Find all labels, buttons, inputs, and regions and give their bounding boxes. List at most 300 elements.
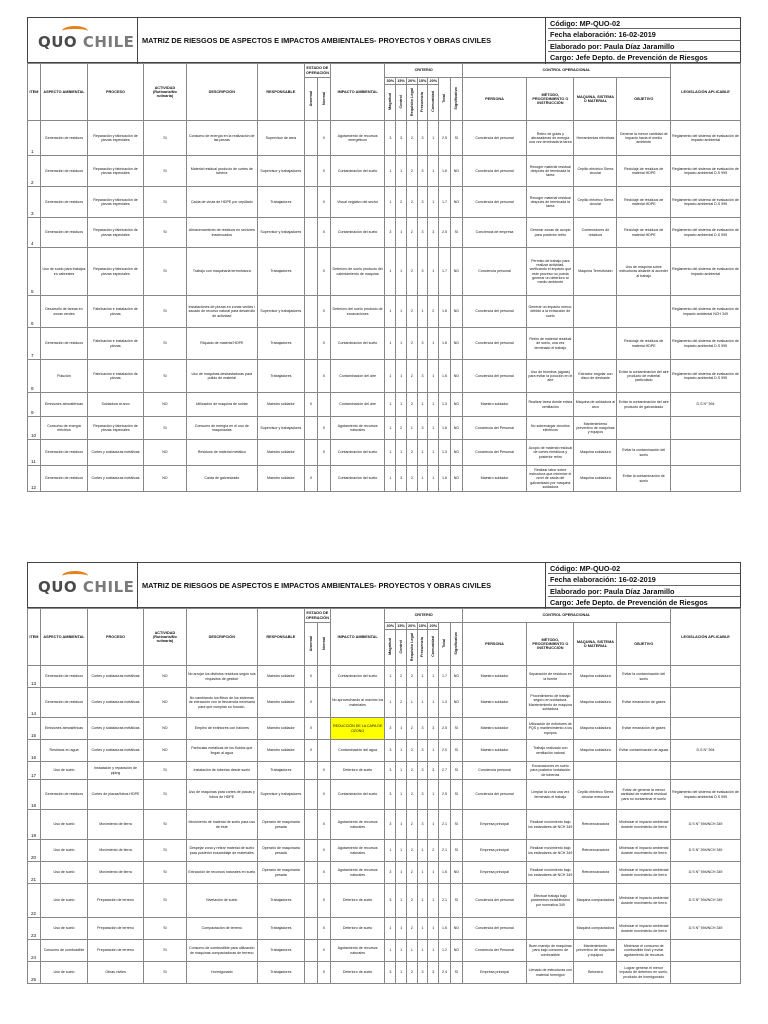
cell-desc: Almacenamiento de residuos en sectores inadecuados — [186, 218, 257, 248]
cell-act: SI — [143, 780, 186, 810]
weight-4: 20% — [429, 623, 438, 628]
cell-desc: Nivelación de suelo — [186, 884, 257, 918]
cell-sig: NO — [450, 918, 462, 940]
cell-m: 1 — [385, 440, 396, 466]
cell-anormal — [304, 962, 317, 984]
table-row — [28, 840, 741, 862]
cell-r: 2 — [406, 218, 417, 248]
cell-per: Conciencia del personal — [462, 121, 526, 156]
col-significativo-label: Significativo — [454, 632, 459, 655]
cell-asp: Generación de residuos — [40, 666, 87, 688]
cell-resp: Trabajadores — [257, 918, 304, 940]
col-maquina: MAQUINA, SISTEMA O MATERIAL — [574, 78, 617, 121]
cell-r: 2 — [406, 121, 417, 156]
company-logo — [28, 18, 138, 64]
cell-asp: Uso de suelo — [40, 840, 87, 862]
table-row — [28, 121, 741, 156]
cell-maq: Maquina soldadura — [574, 466, 617, 492]
table-row — [28, 296, 741, 328]
cell-asp: Uso de suelo para trabajos en cabrestes — [40, 248, 87, 296]
cell-resp: Supervisor y trabajadores — [257, 780, 304, 810]
cell-f: 1 — [417, 296, 428, 328]
cell-leg: Reglamento del sistema de evaluación de impacto ambiental NCH 349 — [671, 296, 741, 328]
cell-act: SI — [143, 218, 186, 248]
cell-obj: Lograr generar el menor impacto de deterioro en suelo, producto de hormigonado — [617, 962, 671, 984]
cell-resp: Trabajadores — [257, 940, 304, 962]
cell-sig: SI — [450, 840, 462, 862]
cell-resp: Maestro soldador — [257, 666, 304, 688]
cell-imp: Agotamiento de recursos naturales — [330, 940, 385, 962]
cell-proc: Cortes y soldaduras metálicas — [88, 666, 144, 688]
cell-normal: X — [317, 940, 330, 962]
cell-m: 1 — [385, 187, 396, 218]
cell-f: 1 — [417, 940, 428, 962]
cell-imp: Agotamiento de recursos naturales — [330, 417, 385, 440]
col-control-operacional: CONTROL OPERACIONAL — [462, 609, 670, 623]
col-maquina: MAQUINA, SISTEMA O MATERIAL — [574, 623, 617, 666]
cell-per: Empresa principal — [462, 840, 526, 862]
item-number: 21 — [28, 862, 41, 884]
cell-co: 1 — [428, 666, 439, 688]
weight-0: 30% — [386, 623, 395, 628]
col-normal-label: Normal — [321, 636, 326, 650]
cell-leg: Reglamento del sistema de evaluación de impacto ambiental D.S 995 — [671, 360, 741, 393]
cell-asp: Generación de residuos — [40, 688, 87, 718]
cell-r: 2 — [406, 466, 417, 492]
cell-tot: 1.6 — [439, 296, 451, 328]
cell-sig: NO — [450, 666, 462, 688]
cell-leg: D.S N° 594/NCH 349 — [671, 862, 741, 884]
cell-obj: Minimizar el impacto ambiental durante movimiento de tierra — [617, 840, 671, 862]
cell-maq: Maquina soldadura — [574, 666, 617, 688]
cell-r: 2 — [406, 156, 417, 187]
cell-c: 1 — [396, 393, 407, 417]
cell-tot: 2.4 — [439, 962, 451, 984]
cell-per: Conciencia del Personal — [462, 940, 526, 962]
cell-met: Generar zonas de acopio para posterior retiro — [527, 218, 574, 248]
cell-asp: Uso de suelo — [40, 884, 87, 918]
cell-resp: Trabajadores — [257, 187, 304, 218]
cell-normal: X — [317, 187, 330, 218]
cell-normal: X — [317, 884, 330, 918]
cell-maq: Herramientas eléctricas — [574, 121, 617, 156]
cell-r: 2 — [406, 666, 417, 688]
cell-c: 1 — [396, 840, 407, 862]
cell-f: 3 — [417, 360, 428, 393]
cell-resp: Maestro soldador — [257, 393, 304, 417]
cell-leg: D.S N° 594/NCH 349 — [671, 810, 741, 840]
cell-r: 2 — [406, 248, 417, 296]
cell-anormal — [304, 121, 317, 156]
cell-tot: 1.6 — [439, 328, 451, 360]
cell-normal — [317, 718, 330, 740]
cell-imp: Contaminación del suelo — [330, 666, 385, 688]
cell-desc: No arrojar los distintos residuos según sus requisitos de gestión — [186, 666, 257, 688]
col-descripcion: DESCRIPCIÓN — [186, 609, 257, 666]
cell-per: Empresa principal — [462, 962, 526, 984]
col-objetivo: OBJETIVO — [617, 78, 671, 121]
cell-sig: SI — [450, 762, 462, 780]
cell-proc: Obras civiles — [88, 962, 144, 984]
cell-c: 2 — [396, 688, 407, 718]
cell-tot: 2.7 — [439, 762, 451, 780]
cell-sig: SI — [450, 218, 462, 248]
cell-sig: NO — [450, 940, 462, 962]
cell-tot: 2.5 — [439, 718, 451, 740]
col-descripcion: DESCRIPCIÓN — [186, 64, 257, 121]
col-metodo: MÉTODO, PROCEDIMIENTO O INSTRUCCIÓN — [527, 623, 574, 666]
cell-imp: Agotamiento de recursos naturales — [330, 810, 385, 840]
cell-normal — [317, 688, 330, 718]
cell-maq: Maquina soldadura — [574, 440, 617, 466]
cell-co: 1 — [428, 393, 439, 417]
cell-c: 1 — [396, 940, 407, 962]
cell-proc: Cortes y soldaduras metálicas — [88, 440, 144, 466]
cell-act: SI — [143, 862, 186, 884]
cell-c: 1 — [396, 718, 407, 740]
cell-normal: X — [317, 156, 330, 187]
cell-r: 1 — [406, 688, 417, 718]
document-meta — [548, 18, 740, 64]
cell-anormal — [304, 862, 317, 884]
cell-leg — [671, 940, 741, 962]
col-responsable: RESPONSABLE — [257, 609, 304, 666]
cell-per: Empresa principal — [462, 862, 526, 884]
cell-obj — [617, 296, 671, 328]
cell-act: SI — [143, 187, 186, 218]
table-row — [28, 810, 741, 840]
item-number: 12 — [28, 466, 41, 492]
table-row — [28, 688, 741, 718]
cell-sig: NO — [450, 187, 462, 218]
table-row — [28, 940, 741, 962]
cell-imp: Deterioro del suelo producto de excavaciones — [330, 296, 385, 328]
cell-anormal — [304, 884, 317, 918]
cell-normal: X — [317, 918, 330, 940]
cell-maq: Contenedores de residuos — [574, 218, 617, 248]
cell-c: 1 — [396, 360, 407, 393]
cell-resp: Supervisor y trabajadores — [257, 156, 304, 187]
cell-desc: Uso de maquinas desbastadoras para pulido de material — [186, 360, 257, 393]
item-number: 20 — [28, 840, 41, 862]
cell-r: 2 — [406, 810, 417, 840]
cell-proc: Reparación y fabricación de piezas especiales — [88, 417, 144, 440]
cell-c: 3 — [396, 466, 407, 492]
cell-co: 1 — [428, 740, 439, 762]
col-control-label: Control — [398, 640, 403, 654]
cell-m: 1 — [385, 156, 396, 187]
cell-resp: Operario de maquinaria pesada — [257, 810, 304, 840]
cell-act: SI — [143, 762, 186, 780]
cell-proc: Cortes y soldaduras metálicas — [88, 740, 144, 762]
col-normal — [317, 78, 330, 121]
cell-per: Conciencia del personal — [462, 780, 526, 810]
cell-asp: Uso de suelo — [40, 810, 87, 840]
cell-r: 2 — [406, 328, 417, 360]
cell-tot: 2.5 — [439, 780, 451, 810]
table-row — [28, 360, 741, 393]
cell-anormal — [304, 440, 317, 466]
col-persona: PERSONA — [462, 78, 526, 121]
cell-sig: NO — [450, 156, 462, 187]
table-row — [28, 918, 741, 940]
cell-per: Conciencia del personal — [462, 360, 526, 393]
cell-normal — [317, 466, 330, 492]
col-magnitud — [385, 85, 396, 121]
cell-m: 1 — [385, 248, 396, 296]
cell-per: Conciencia personal — [462, 248, 526, 296]
cell-m: 1 — [385, 393, 396, 417]
cell-m: 3 — [385, 762, 396, 780]
cell-act: SI — [143, 121, 186, 156]
cell-resp: Supervisor y trabajadores — [257, 417, 304, 440]
cell-leg — [671, 962, 741, 984]
cell-c: 1 — [396, 884, 407, 918]
cell-imp: Contaminación del suelo — [330, 218, 385, 248]
col-normal-label: Normal — [321, 91, 326, 105]
cell-co: 1 — [428, 121, 439, 156]
cell-proc: Cortes y soldaduras metálicas — [88, 718, 144, 740]
cell-met: Efectuar trabajo bajo parámetros establecidos por normativa 349 — [527, 884, 574, 918]
cell-obj: Evitar la contaminación del suelo — [617, 666, 671, 688]
cell-imp: Contaminación del aire — [330, 393, 385, 417]
cell-m: 1 — [385, 360, 396, 393]
cell-resp: Trabajadores — [257, 762, 304, 780]
cell-maq: Retroexcavadora — [574, 810, 617, 840]
cell-maq: Extractor angular con disco de desbaste — [574, 360, 617, 393]
col-control — [396, 630, 407, 666]
cell-maq: Máquina de soldadura al arco — [574, 393, 617, 417]
cell-anormal — [304, 417, 317, 440]
cell-normal: X — [317, 810, 330, 840]
col-control-label: Control — [398, 95, 403, 109]
cell-leg: D.S N° 594 — [671, 740, 741, 762]
cell-met: Uso de biombos (aguas) para evitar la polución en el aire — [527, 360, 574, 393]
table-row — [28, 393, 741, 417]
cell-act: SI — [143, 918, 186, 940]
cell-met: Generar un impacto menor, debido a la extracción de suelo — [527, 296, 574, 328]
cell-proc: Movimiento de tierra — [88, 840, 144, 862]
fecha-elaboracion: Fecha elaboración: 16-02-2019 — [548, 29, 740, 40]
cell-co: 1 — [428, 780, 439, 810]
col-requisito-label: Requisito Legal — [409, 87, 414, 116]
cell-proc: Reparación y fabricación de piezas especiales — [88, 121, 144, 156]
cell-anormal — [304, 810, 317, 840]
cell-per: Maestro soldador — [462, 393, 526, 417]
cell-c: 1 — [396, 918, 407, 940]
col-anormal-label: Anormal — [308, 635, 313, 652]
col-frecuencia — [417, 630, 428, 666]
cell-leg: Reglamento del sistema de evaluación de impacto ambiental — [671, 248, 741, 296]
cell-co: 1 — [428, 862, 439, 884]
table-row — [28, 248, 741, 296]
cell-f: 1 — [417, 666, 428, 688]
item-number: 24 — [28, 940, 41, 962]
cell-asp: Emisiones atmosféricas — [40, 718, 87, 740]
cell-m: 3 — [385, 810, 396, 840]
cell-imp: Contaminación del suelo — [330, 156, 385, 187]
cell-sig: SI — [450, 884, 462, 918]
cell-co: 1 — [428, 417, 439, 440]
cell-co: 1 — [428, 940, 439, 962]
cell-f: 3 — [417, 417, 428, 440]
cell-f: 3 — [417, 810, 428, 840]
cell-f: 3 — [417, 218, 428, 248]
cell-leg: Reglamento del sistema de evaluación de impacto ambiental D.S 995 — [671, 328, 741, 360]
cell-r: 2 — [406, 762, 417, 780]
cell-tot: 1.3 — [439, 393, 451, 417]
col-significativo-label: Significativo — [454, 87, 459, 110]
cell-sig: NO — [450, 393, 462, 417]
cell-met: Separación de residuos en la fuente — [527, 666, 574, 688]
cell-c: 1 — [396, 328, 407, 360]
cell-r: 2 — [406, 918, 417, 940]
cell-per: Conciencia del Personal — [462, 440, 526, 466]
cell-per: Maestro soldador — [462, 466, 526, 492]
cell-m: 1 — [385, 466, 396, 492]
cell-maq: Betonera — [574, 962, 617, 984]
cell-asp: Consumo de combustible — [40, 940, 87, 962]
col-comunidad-label: Comunidad — [431, 636, 436, 658]
cell-resp: Trabajadores — [257, 360, 304, 393]
cell-proc: Preparación de terreno — [88, 940, 144, 962]
cell-asp: Uso de suelo — [40, 762, 87, 780]
item-number: 6 — [28, 296, 41, 328]
cell-per: Maestro soldador — [462, 718, 526, 740]
cell-met: Retiro de material residual de suelo, una vez terminado el trabajo — [527, 328, 574, 360]
col-persona: PERSONA — [462, 623, 526, 666]
cell-desc: Consumo de energía en el uso de maquinarias — [186, 417, 257, 440]
fecha-elaboracion: Fecha elaboración: 16-02-2019 — [548, 574, 740, 585]
cell-resp: Operario de maquinaria pesada — [257, 862, 304, 884]
cell-co: 1 — [428, 918, 439, 940]
cell-anormal — [304, 918, 317, 940]
cell-resp: Trabajadores — [257, 328, 304, 360]
col-comunidad-label: Comunidad — [431, 91, 436, 113]
cell-imp: Deterioro de suelo — [330, 762, 385, 780]
table-row — [28, 780, 741, 810]
cell-f: 3 — [417, 762, 428, 780]
cell-leg — [671, 762, 741, 780]
cell-obj: Reciclaje de residuos de material HDPE — [617, 328, 671, 360]
cell-met: Acopio de material residual de cortes metálicos y posterior retiro — [527, 440, 574, 466]
cell-resp: Maestro soldador — [257, 466, 304, 492]
col-proceso: PROCESO — [88, 64, 144, 121]
cell-proc: Reparación y fabricación de piezas especiales — [88, 218, 144, 248]
cell-normal: X — [317, 862, 330, 884]
cell-met: Realizar movimiento bajo los estándares de NCH 349 — [527, 810, 574, 840]
cell-f: 1 — [417, 862, 428, 884]
cell-met: No sobrecargar circuitos eléctricos — [527, 417, 574, 440]
item-number: 7 — [28, 328, 41, 360]
cell-m: 1 — [385, 688, 396, 718]
table-row — [28, 440, 741, 466]
cell-c: 1 — [396, 780, 407, 810]
table-row — [28, 417, 741, 440]
cell-desc: Caída de viruta de HDPE por cepillado — [186, 187, 257, 218]
cell-per: Conciencia del personal — [462, 918, 526, 940]
cell-leg: Reglamento del sistema de evaluación de impacto ambiental D.S 995 — [671, 156, 741, 187]
cell-imp: Deterioro de suelo — [330, 962, 385, 984]
cell-leg — [671, 666, 741, 688]
col-requisito — [406, 630, 417, 666]
table-row — [28, 187, 741, 218]
cell-leg: D.S N° 594 — [671, 393, 741, 417]
item-number: 19 — [28, 810, 41, 840]
cell-sig: NO — [450, 417, 462, 440]
cell-proc: Reparación y fabricación de piezas especiales — [88, 248, 144, 296]
cell-imp: Contaminación del suelo — [330, 466, 385, 492]
cell-desc: Despejar zona y retirar material de suelo para posterior ensamblaje de materiales — [186, 840, 257, 862]
weight-3: 15% — [418, 623, 427, 628]
cell-m: 1 — [385, 666, 396, 688]
cell-maq — [574, 328, 617, 360]
cell-obj: Evitar la contaminación del aire producto de galvanizado — [617, 393, 671, 417]
weight-1: 15% — [397, 78, 405, 83]
cell-maq — [574, 296, 617, 328]
cell-r: 2 — [406, 962, 417, 984]
cell-proc: Fabricación e instalación de piezas — [88, 328, 144, 360]
item-number: 3 — [28, 187, 41, 218]
cell-co: 3 — [428, 218, 439, 248]
cell-m: 3 — [385, 218, 396, 248]
cell-act: SI — [143, 940, 186, 962]
cell-desc: Trabajo con maquinaria termofusora — [186, 248, 257, 296]
cell-normal — [317, 666, 330, 688]
cell-c: 1 — [396, 762, 407, 780]
cell-anormal — [304, 187, 317, 218]
cell-desc: Partículas metálicas de los fluidos que llegan al agua — [186, 740, 257, 762]
cell-co: 1 — [428, 187, 439, 218]
cell-met: Trabajo realizado con ventilación natural — [527, 740, 574, 762]
cell-asp: Generación de residuos — [40, 156, 87, 187]
cell-f: 3 — [417, 248, 428, 296]
cell-act: SI — [143, 248, 186, 296]
item-number: 25 — [28, 962, 41, 984]
cell-proc: Cortes de placas/tubos HDPE — [88, 780, 144, 810]
cell-sig: NO — [450, 862, 462, 884]
cell-resp: Maestro soldador — [257, 440, 304, 466]
col-total-label: Total — [442, 638, 447, 648]
cell-act: SI — [143, 296, 186, 328]
cell-leg: Reglamento del sistema de evaluación de impacto ambiental D.S 995 — [671, 780, 741, 810]
cell-r: 2 — [406, 718, 417, 740]
cell-leg — [671, 688, 741, 718]
cell-f: 3 — [417, 156, 428, 187]
item-number: 23 — [28, 918, 41, 940]
cell-asp: Uso de suelo — [40, 918, 87, 940]
cell-anormal — [304, 296, 317, 328]
cell-met: Realizar labor sobre estructura que minimice el nivel de caída del galvanizado por maquina soldadora — [527, 466, 574, 492]
cell-act: SI — [143, 810, 186, 840]
cell-r: 2 — [406, 862, 417, 884]
cell-imp: Contaminación del suelo — [330, 328, 385, 360]
cell-anormal: X — [304, 688, 317, 718]
col-criterio: CRITERIO — [385, 64, 462, 78]
cell-imp: REDUCCIÓN DE LA CAPA DE OZONO — [330, 718, 385, 740]
cell-leg — [671, 417, 741, 440]
cell-desc: No cambiando los filtros de los sistemas de extracción con la frecuencia necesaria para que cumplan su función. — [186, 688, 257, 718]
cell-tot: 1.6 — [439, 156, 451, 187]
cell-per: Conciencia del personal — [462, 296, 526, 328]
cell-sig: SI — [450, 780, 462, 810]
cell-resp: Maestro soldador — [257, 718, 304, 740]
col-magnitud-label: Magnitud — [388, 638, 393, 656]
cell-f: 1 — [417, 918, 428, 940]
item-number: 4 — [28, 218, 41, 248]
cell-sig: NO — [450, 360, 462, 393]
col-requisito-label: Requisito Legal — [409, 632, 414, 661]
